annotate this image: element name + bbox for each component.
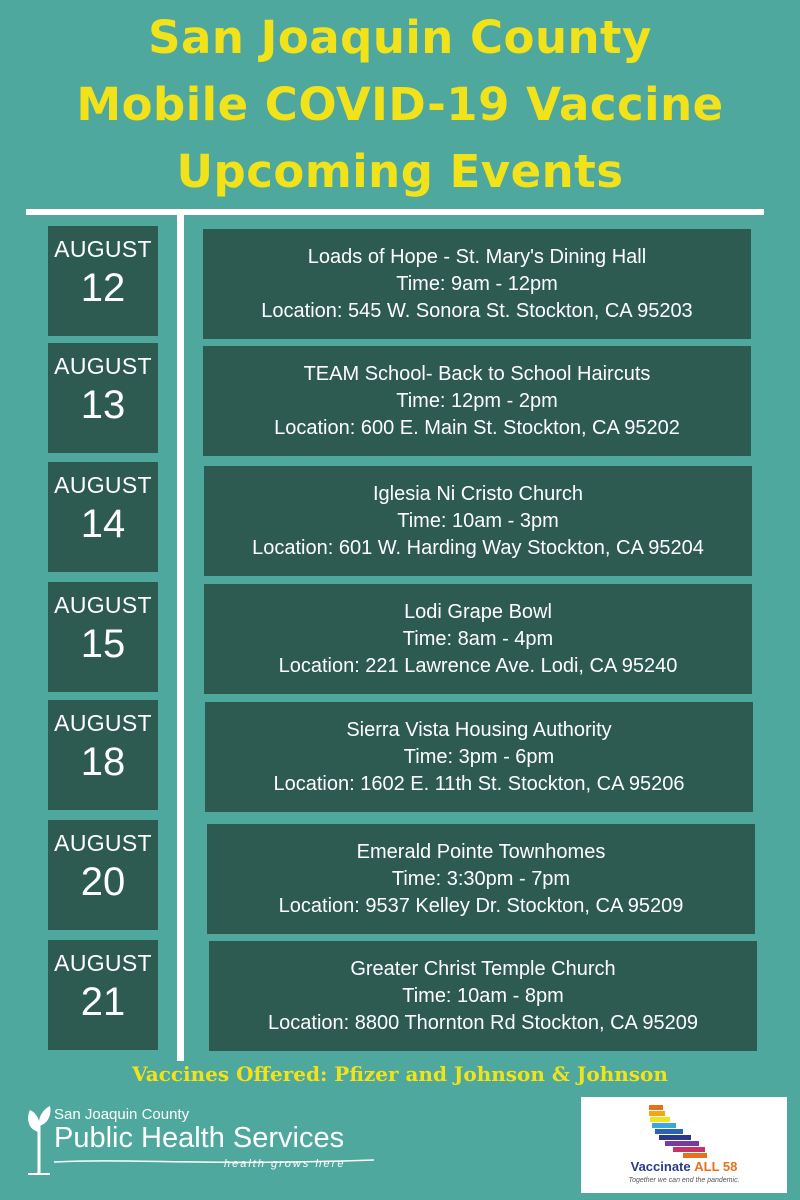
event-time: Time: 3:30pm - 7pm (391, 867, 571, 890)
date-month: AUGUST (54, 950, 152, 976)
org-name-line-2: Public Health Services (54, 1122, 345, 1154)
campaign-word-1: Vaccinate (630, 1159, 691, 1174)
event-box-3 (204, 466, 752, 576)
date-day: 14 (80, 502, 126, 546)
title-line-1: San Joaquin County (148, 11, 652, 64)
event-box-2 (203, 346, 751, 456)
date-day: 21 (80, 980, 126, 1024)
date-day: 20 (80, 860, 126, 904)
event-box-5 (205, 702, 753, 812)
event-name: TEAM School- Back to School Haircuts (303, 362, 651, 385)
event-location: Location: 545 W. Sonora St. Stockton, CA 95203 (261, 299, 693, 322)
leaf-sprout-icon (24, 1104, 54, 1176)
date-month: AUGUST (54, 592, 152, 618)
event-box-7 (209, 941, 757, 1051)
california-map-icon (641, 1103, 727, 1159)
event-name: Greater Christ Temple Church (350, 957, 616, 980)
event-location: Location: 8800 Thornton Rd Stockton, CA 95209 (268, 1011, 698, 1034)
event-location: Location: 221 Lawrence Ave. Lodi, CA 95240 (278, 654, 678, 677)
date-day: 13 (80, 383, 126, 427)
event-box-6 (207, 824, 755, 934)
date-day: 18 (80, 740, 126, 784)
date-box-2 (48, 343, 158, 453)
vaccinate-all-58-logo (581, 1097, 787, 1193)
date-box-1 (48, 226, 158, 336)
poster-title (0, 4, 800, 205)
event-box-4 (204, 584, 752, 694)
event-location: Location: 9537 Kelley Dr. Stockton, CA 95209 (278, 894, 684, 917)
event-name: Sierra Vista Housing Authority (346, 718, 612, 741)
org-tagline: health grows here (224, 1158, 346, 1170)
event-box-1 (203, 229, 751, 339)
date-day: 12 (80, 266, 126, 310)
date-box-4 (48, 582, 158, 692)
campaign-tagline: Together we can end the pandemic. (628, 1177, 740, 1184)
event-location: Location: 601 W. Harding Way Stockton, CA 95204 (252, 536, 704, 559)
title-line-2: Mobile COVID-19 Vaccine (76, 78, 724, 131)
campaign-name (581, 1159, 787, 1174)
date-month: AUGUST (54, 710, 152, 736)
date-month: AUGUST (54, 353, 152, 379)
date-month: AUGUST (54, 830, 152, 856)
vertical-divider (177, 209, 184, 1061)
event-time: Time: 8am - 4pm (402, 627, 554, 650)
date-month: AUGUST (54, 472, 152, 498)
event-location: Location: 600 E. Main St. Stockton, CA 95202 (274, 416, 680, 439)
event-time: Time: 9am - 12pm (396, 272, 558, 295)
event-time: Time: 3pm - 6pm (403, 745, 555, 768)
title-line-3: Upcoming Events (176, 145, 624, 198)
campaign-word-2: ALL 58 (694, 1159, 738, 1174)
event-time: Time: 10am - 8pm (402, 984, 564, 1007)
public-health-logo (24, 1104, 384, 1176)
event-name: Emerald Pointe Townhomes (356, 840, 606, 863)
event-name: Lodi Grape Bowl (404, 600, 552, 623)
vaccines-offered: Vaccines Offered: Pfizer and Johnson & Johnson (132, 1062, 668, 1086)
org-name-line-1: San Joaquin County (54, 1106, 190, 1123)
event-time: Time: 10am - 3pm (397, 509, 559, 532)
date-box-5 (48, 700, 158, 810)
date-day: 15 (80, 622, 126, 666)
date-box-7 (48, 940, 158, 1050)
event-name: Iglesia Ni Cristo Church (372, 482, 584, 505)
horizontal-divider (26, 209, 764, 215)
date-month: AUGUST (54, 236, 152, 262)
event-name: Loads of Hope - St. Mary's Dining Hall (307, 245, 647, 268)
date-box-3 (48, 462, 158, 572)
event-location: Location: 1602 E. 11th St. Stockton, CA 95206 (273, 772, 685, 795)
date-box-6 (48, 820, 158, 930)
event-time: Time: 12pm - 2pm (396, 389, 558, 412)
